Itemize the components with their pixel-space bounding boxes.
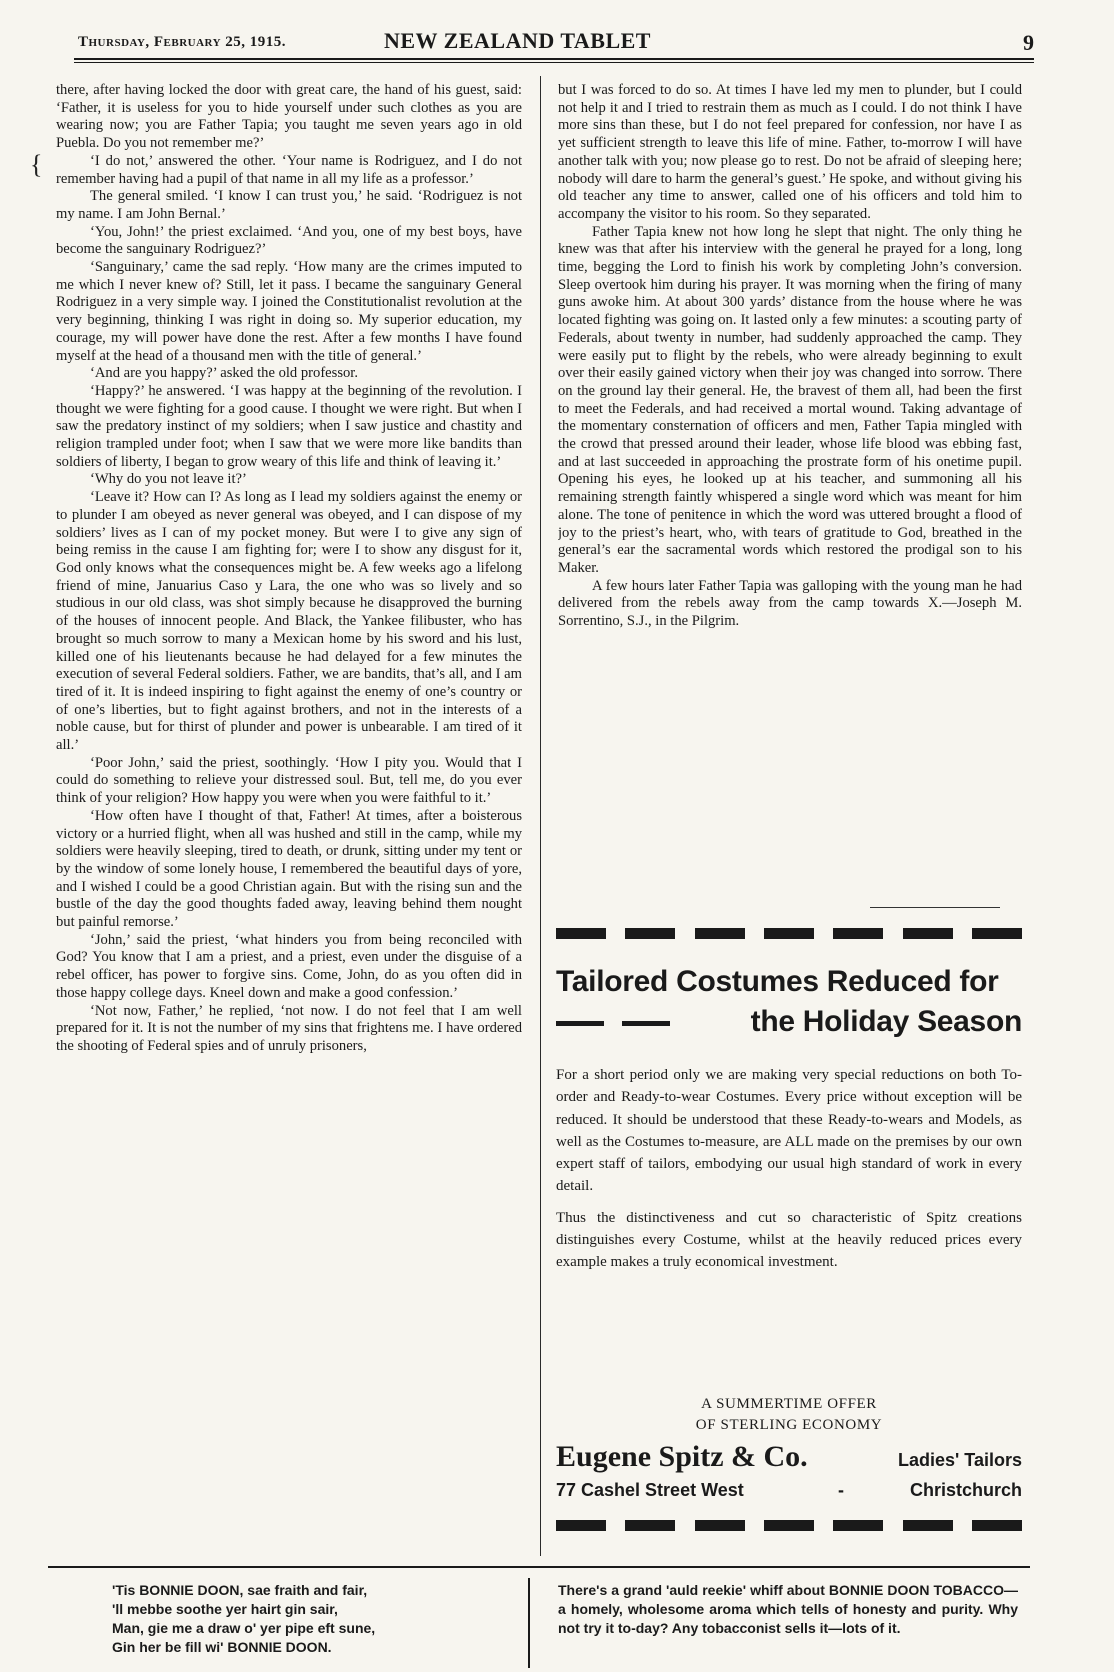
page-header [74, 28, 1034, 60]
verse-line: Man, gie me a draw o' yer pipe eft sune, [112, 1620, 376, 1636]
article-column-right [558, 82, 1022, 912]
verse-line: Gin her be fill wi' BONNIE DOON. [112, 1639, 332, 1655]
verse-line: 'll mebbe soothe yer hairt gin sair, [112, 1601, 338, 1617]
footer-divider [528, 1578, 530, 1668]
address-separator: - [838, 1480, 844, 1500]
verse-line: 'Tis BONNIE DOON, sae fraith and fair, [112, 1582, 368, 1598]
advert-body [556, 1064, 1022, 1283]
article-paragraph: ‘Not now, Father,’ he replied, ‘not now. I do not feel that I am well prepared for it. It is not the number of my sins that frightens me. I have ordered the shooting of Federal spies and of unruly prisoners, [56, 1002, 522, 1054]
advert-address [556, 1480, 1022, 1504]
bonnie-doon-verse [112, 1581, 512, 1657]
article-paragraph: there, after having locked the door with great care, the hand of his guest, said: ‘Father, it is useless for you to hide yourself under such clothes as you are wearing now; you are Father Tapia; you taught me seven years ago in old Puebla. Do you not remember me?’ [56, 82, 522, 152]
article-paragraph: ‘Leave it? How can I? As long as I lead my soldiers against the enemy or to plunder I am obeyed as never general was obeyed, and I can dispose of my soldiers’ lives as I can of my pocket money. But were I to give any sign of being remiss in the cause I am fighting for; were I to show any disgust for it, God only knows what the consequences might be. A few weeks ago a lifelong friend of mine, Januarius Caso y Lara, the one who was so lively and so studious in our old class, was shot simply because he disapproved the burning of the houses of innocent people. And Black, the Yankee filibuster, who has brought so much sorrow to many a Mexican home by his sword and his lust, killed one of his lieutenants because he had delayed for a few minutes the execution of several Federal soldiers. Father, we are bandits, that’s all, and I am tired of it. It is indeed inspiring to fight against the enemy of one’s country or of one’s liberties, but to fight against brothers, and not in the interests of a noble cause, but for thirst of plunder and power is unbearable. I am tired of it all.’ [56, 489, 522, 754]
advert-offer [556, 1394, 1022, 1436]
article-paragraph: ‘Sanguinary,’ came the sad reply. ‘How many are the crimes imputed to me which I never knew of? Still, let it pass. I became the sanguinary General Rodriguez in a very simple way. I joined the Constitutionalist revolution at the very beginning, thinking I was right in doing so. My superior education, my courage, my will power have done the rest. After a few months I have found myself at the head of a thousand men with the title of general.’ [56, 259, 522, 364]
advert-paragraph: For a short period only we are making very special reductions on both To-order and Ready-to-wear Costumes. Every price without exception will be reduced. It should be understood that these Ready-to-wears and Models, as well as the Costumes to-measure, are ALL made on the premises by our own expert staff of tailors, embodying our usual high standard of work in every detail. [556, 1067, 1022, 1195]
advert-headline-line2: the Holiday Season [750, 1005, 1022, 1038]
article-paragraph: ‘You, John!’ the priest exclaimed. ‘And you, one of my best boys, have become the sanguinary Rodriguez?’ [56, 223, 522, 258]
advert-headline [556, 962, 1022, 1042]
article-paragraph: ‘How often have I thought of that, Father! At times, after a boisterous victory or a hurried flight, when all was hushed and still in the camp, while my soldiers were heavily sleeping, tired to death, or drunk, sitting under my tent or by the window of some lonely house, I remembered the beautiful days of yore, and I wished I could be a good Christian again. But with the rising sun and the bustle of the day the good thoughts faded away, leaving behind them nought but painful remorse.’ [56, 807, 522, 931]
article-paragraph: ‘Poor John,’ said the priest, soothingly. ‘How I pity you. Would that I could do something to relieve your distressed soul. But, tell me, do you ever think of your religion? How happy you were when you were faithful to it.’ [56, 754, 522, 807]
street-address: 77 Cashel Street West [556, 1480, 744, 1500]
article-end-rule [870, 907, 1000, 908]
offer-line: OF STERLING ECONOMY [695, 1417, 883, 1433]
tobacco-advert: There's a grand 'auld reekie' whiff about BONNIE DOON TOBACCO—a homely, wholesome aroma which tells of honesty and purity. Why not try it to-day? Any tobacconist sells it—lots of it. [558, 1582, 1018, 1636]
article-column-left [56, 82, 522, 1557]
article-paragraph: The general smiled. ‘I know I can trust you,’ he said. ‘Rodriguez is not my name. I am John Bernal.’ [56, 188, 522, 222]
article-paragraph: ‘I do not,’ answered the other. ‘Your name is Rodriguez, and I do not remember having had a pupil of that name in all my life as a professor.’ [56, 152, 522, 187]
advert-paragraph: Thus the distinctiveness and cut so characteristic of Spitz creations distinguishes every Costume, whilst at the heavily reduced prices every example makes a truly economical investment. [556, 1209, 1022, 1271]
firm-name: Eugene Spitz & Co. [556, 1440, 808, 1473]
tailoring-advertisement [556, 928, 1022, 1533]
article-paragraph: ‘Happy?’ he answered. ‘I was happy at the beginning of the revolution. I thought we were fighting for a good cause. I thought we were right. But when I saw the predatory instinct of my soldiers; when I saw justice and chastity and religion trampled under foot; when I saw that we were more like bandits than soldiers of liberty, I began to grow weary of this life and think of leaving it.’ [56, 382, 522, 470]
article-paragraph: ‘Why do you not leave it?’ [90, 471, 247, 488]
page-number: 9 [1023, 30, 1034, 55]
newspaper-title: NEW ZEALAND TABLET [384, 28, 651, 53]
headline-dash [622, 1021, 670, 1026]
article-paragraph: A few hours later Father Tapia was galloping with the young man he had delivered from the rebels away from the camp towards X.—Joseph M. Sorrentino, S.J., in the Pilgrim. [558, 577, 1022, 630]
city: Christchurch [909, 1480, 1022, 1500]
article-paragraph: ‘And are you happy?’ asked the old professor. [90, 365, 359, 382]
column-divider [540, 76, 541, 1556]
firm-kind: Ladies' Tailors [898, 1450, 1022, 1470]
header-rule [74, 62, 1034, 63]
headline-dash [556, 1021, 604, 1026]
margin-brace-mark: { [30, 150, 43, 179]
advert-top-dash-border [556, 928, 1022, 939]
footer-rule [48, 1566, 1030, 1568]
advert-bottom-dash-border [556, 1520, 1022, 1531]
article-paragraph: Father Tapia knew not how long he slept that night. The only thing he knew was that after his interview with the general he prayed for a long, long time, begging the Lord to finish his work by completing John’s conversion. Sleep overtook him during his prayer. It was morning when the firing of many guns awoke him. At about 300 yards’ distance from the house where he was located fighting was going on. It lasted only a few minutes: a scouting party of Federals, about twenty in number, had suddenly approached the camp. They were easily put to flight by the rebels, who were already beginning to exult over their easily gained victory when their joy was changed into sorrow. There on the ground lay their general. He, the bravest of them all, had been the first to meet the Federals, and had received a mortal wound. Taking advantage of the momentary consternation of officers and men, Father Tapia mingled with the crowd that pressed around their leader, whose life blood was ebbing fast, and at last succeeded in approaching the prostrate form of his onetime pupil. Opening his eyes, he looked up at his teacher, and summoning all his remaining strength faintly whispered a single word which was meant for him alone. The tone of penitence in which the word was uttered brought a flood of joy to the priest’s heart, who, with tears of gratitude to God, breathed in the general’s ear the sacramental words which restored the prodigal son to his Maker. [558, 223, 1022, 576]
advert-firm [556, 1440, 1022, 1480]
article-paragraph: ‘John,’ said the priest, ‘what hinders you from being reconciled with God? You know that I am a priest, and a priest, even under the disguise of a rebel officer, has power to forgive sins. Come, John, do as you often did in those happy college days. Kneel down and make a good confession.’ [56, 931, 522, 1001]
offer-line: A SUMMERTIME OFFER [701, 1396, 877, 1412]
article-paragraph: but I was forced to do so. At times I have led my men to plunder, but I could not help it and I tried to restrain them as much as I could. I do not think I have more sins than these, but I do not feel prepared for confession, nor have I as yet sufficient strength to leave this life of mine. Father, to-morrow I will have another talk with you; now please go to rest. Do not be afraid of sleeping here; nobody will dare to harm the general’s guest.’ He spoke, and without giving his old teacher any time to answer, called one of his officers and told him to accompany the visitor to his room. So they separated. [558, 82, 1022, 222]
advert-headline-line1: Tailored Costumes Reduced for [556, 965, 999, 998]
issue-date: Thursday, February 25, 1915. [78, 34, 287, 50]
